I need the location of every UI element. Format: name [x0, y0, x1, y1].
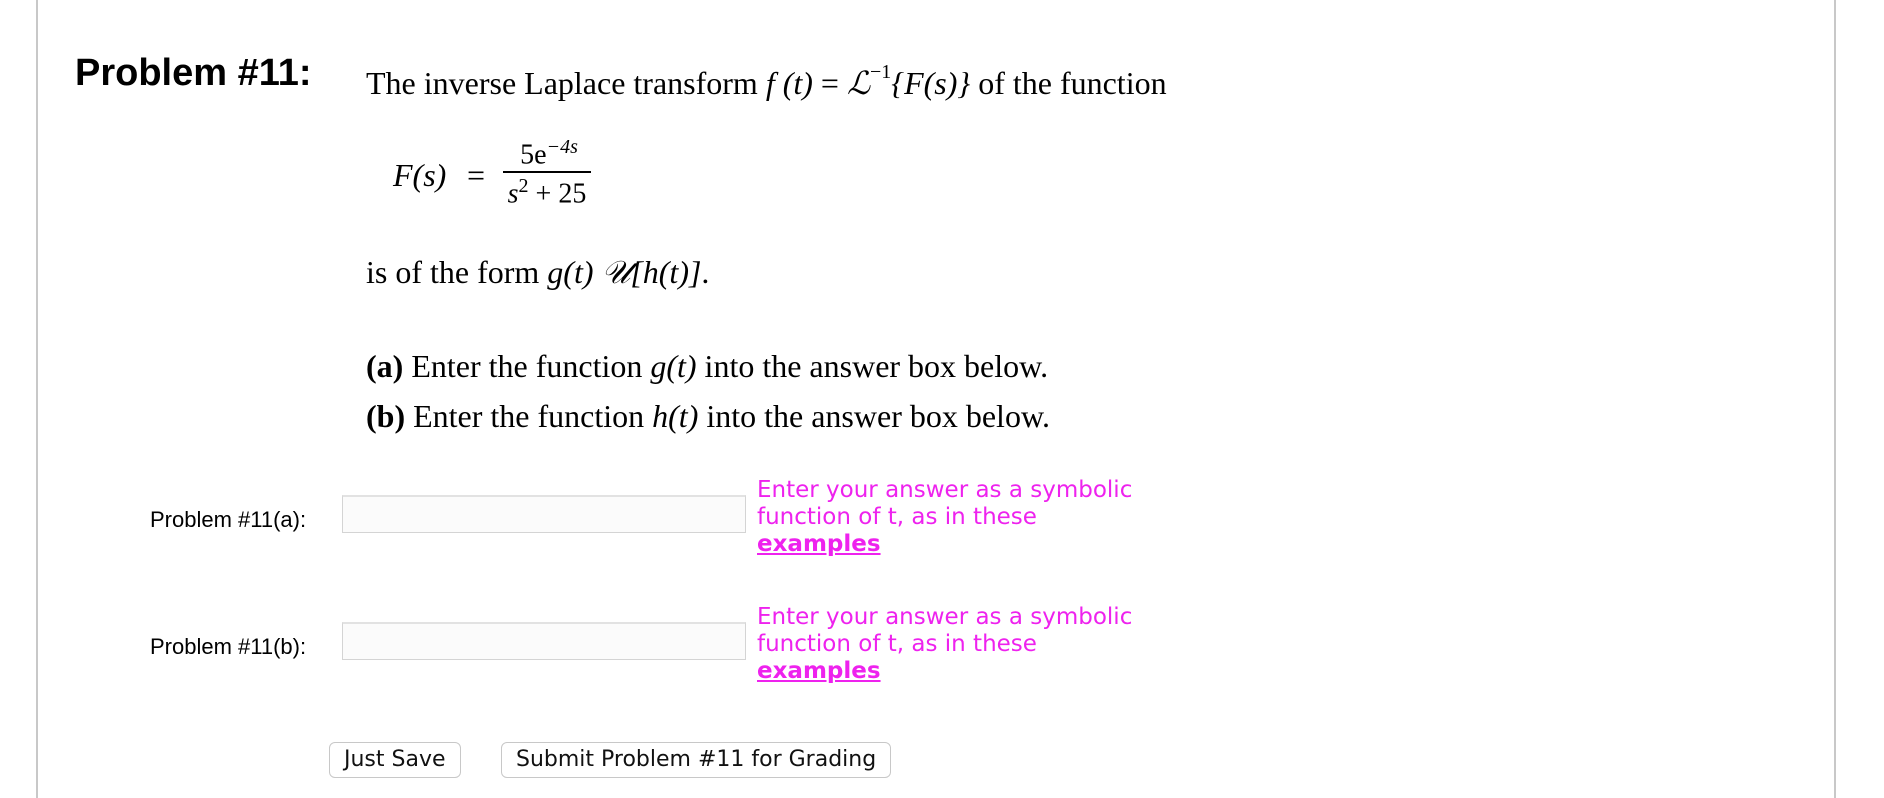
fraction-bar	[503, 171, 591, 173]
form-h: [h(t)]	[630, 254, 702, 290]
part-a-text-1: Enter the function	[411, 348, 643, 384]
inverse-exponent: −1	[870, 61, 892, 84]
denominator-base: s	[507, 178, 519, 210]
answer-b-label: Problem #11(b):	[150, 634, 307, 659]
problem-statement	[366, 61, 1167, 102]
form-statement	[366, 254, 709, 292]
submit-grading-button[interactable]: Submit Problem #11 for Grading	[501, 742, 891, 778]
part-b-instruction	[366, 398, 1050, 435]
answer-a-input[interactable]	[342, 495, 746, 533]
answer-a-hint-text: Enter your answer as a symbolic function of t, as in these	[757, 477, 1133, 530]
f-of-t: f (t)	[765, 65, 813, 101]
statement-equals: =	[820, 65, 839, 101]
just-save-button[interactable]: Just Save	[329, 742, 461, 778]
problem-heading: Problem #11:	[75, 52, 312, 94]
equation-equals: =	[467, 157, 486, 193]
part-a-text-2: into the answer box below.	[704, 348, 1049, 384]
answer-b-hint-text: Enter your answer as a symbolic function of t, as in these	[757, 604, 1133, 657]
form-g: g(t)	[547, 254, 594, 290]
fraction-denominator	[503, 175, 591, 210]
numerator-exponent: −4s	[546, 136, 578, 158]
part-a-instruction	[366, 348, 1048, 385]
part-a-function: g(t)	[650, 348, 697, 384]
unit-step-symbol: 𝒰	[601, 254, 631, 290]
part-b-label: (b)	[366, 398, 406, 434]
fraction-numerator	[506, 136, 592, 171]
statement-suffix: of the function	[978, 65, 1167, 101]
answer-a-hint	[757, 477, 1157, 558]
part-b-function: h(t)	[652, 398, 699, 434]
F-of-s-braced: {F(s)}	[891, 65, 971, 101]
equation-lhs: F(s)	[393, 157, 447, 193]
part-a-label: (a)	[366, 348, 404, 384]
denominator-exponent: 2	[518, 175, 529, 197]
answer-a-label: Problem #11(a):	[150, 507, 307, 532]
form-end: .	[701, 254, 710, 290]
form-prefix: is of the form	[366, 254, 540, 290]
answer-a-examples-link[interactable]: examples	[757, 531, 881, 557]
denominator-rest: + 25	[528, 178, 587, 210]
answer-b-hint	[757, 604, 1157, 685]
part-b-text-2: into the answer box below.	[706, 398, 1050, 434]
numerator-base: 5e	[520, 139, 547, 171]
answer-b-input[interactable]	[342, 622, 746, 660]
laplace-symbol: ℒ	[846, 65, 870, 101]
part-b-text-1: Enter the function	[413, 398, 645, 434]
answer-b-examples-link[interactable]: examples	[757, 658, 881, 684]
statement-prefix: The inverse Laplace transform	[366, 65, 758, 101]
